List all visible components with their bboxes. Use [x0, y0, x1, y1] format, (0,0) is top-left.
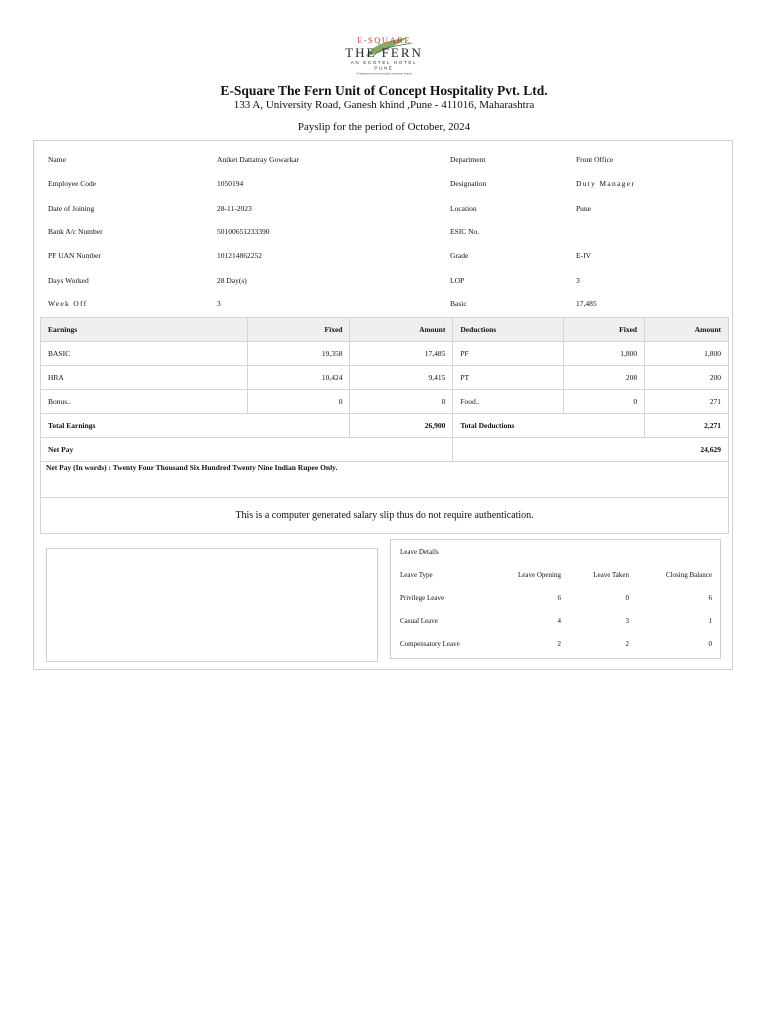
field-value: 3: [217, 299, 221, 308]
employee-row: [0, 299, 768, 313]
leave-opening: 6: [557, 594, 561, 602]
deduction-fixed: 1,800: [564, 342, 645, 366]
svg-text:PUNE: PUNE: [374, 65, 394, 71]
authentication-note: This is a computer generated salary slip thus do not require authentication.: [40, 498, 729, 534]
svg-text:A leading environmentally sens: A leading environmentally sensitive brand: [356, 71, 412, 76]
field-label: Designation: [450, 179, 487, 188]
leave-opening-header: Leave Opening: [518, 571, 561, 579]
table-header-row: [41, 318, 729, 342]
earning-amount: 0: [350, 390, 453, 414]
field-value: E-IV: [576, 251, 591, 260]
leave-title-row: [391, 548, 720, 560]
field-label: Grade: [450, 251, 469, 260]
earning-fixed: 0: [247, 390, 350, 414]
earning-name: HRA: [41, 366, 248, 390]
table-row: [41, 342, 729, 366]
deduction-name: Food..: [453, 390, 564, 414]
employee-row: [0, 276, 768, 290]
net-pay-value: 24,629: [453, 438, 729, 462]
employee-row: [0, 227, 768, 241]
leave-row: [391, 640, 720, 652]
leave-header-row: [391, 571, 720, 583]
deduction-amount: 271: [645, 390, 729, 414]
field-label: LOP: [450, 276, 465, 285]
field-label: Department: [450, 155, 486, 164]
company-name: E-Square The Fern Unit of Concept Hospitality Pvt. Ltd.: [220, 83, 548, 98]
net-pay-row: [41, 438, 729, 462]
table-row: [41, 390, 729, 414]
amount-header: Amount: [350, 318, 453, 342]
field-value: Front Office: [576, 155, 614, 164]
svg-text:AN ECOTEL HOTEL: AN ECOTEL HOTEL: [350, 60, 418, 65]
field-label: Employee Code: [48, 179, 97, 188]
total-earnings-value: 26,900: [350, 414, 453, 438]
leave-row: [391, 594, 720, 606]
employee-row: [0, 179, 768, 193]
total-earnings-label: Total Earnings: [41, 414, 350, 438]
totals-row: [41, 414, 729, 438]
earning-amount: 17,485: [350, 342, 453, 366]
earning-name: Bonus..: [41, 390, 248, 414]
earning-fixed: 10,424: [247, 366, 350, 390]
earning-amount: 9,415: [350, 366, 453, 390]
fixed-header: Fixed: [247, 318, 350, 342]
leave-taken: 0: [625, 594, 629, 602]
total-deductions-label: Total Deductions: [453, 414, 645, 438]
field-value: 101214862252: [217, 251, 262, 260]
field-label: Name: [48, 155, 66, 164]
amount-header: Amount: [645, 318, 729, 342]
deduction-amount: 1,800: [645, 342, 729, 366]
field-value: 3: [576, 276, 580, 285]
field-label: Location: [450, 204, 477, 213]
leave-taken: 3: [625, 617, 629, 625]
earning-name: BASIC: [41, 342, 248, 366]
employee-row: [0, 204, 768, 218]
leave-opening: 4: [557, 617, 561, 625]
deduction-fixed: 0: [564, 390, 645, 414]
deduction-fixed: 208: [564, 366, 645, 390]
leave-type: Compensatory Leave: [400, 640, 460, 648]
field-value: 28 Day(s): [217, 276, 247, 285]
field-value: 17,485: [576, 299, 597, 308]
field-label: Week Off: [48, 299, 88, 308]
field-label: Date of Joining: [48, 204, 95, 213]
leave-type: Privilege Leave: [400, 594, 445, 602]
leave-type-header: Leave Type: [400, 571, 433, 579]
field-value: 50100651233390: [217, 227, 270, 236]
earnings-header: Earnings: [41, 318, 248, 342]
field-value: 1050194: [217, 179, 244, 188]
leave-type: Casual Leave: [400, 617, 438, 625]
field-value: Aniket Dattatray Gowarkar: [217, 155, 300, 164]
field-value: Duty Manager: [576, 179, 636, 188]
field-label: PF UAN Number: [48, 251, 101, 260]
payslip-period: Payslip for the period of October, 2024: [297, 121, 471, 133]
fixed-header: Fixed: [564, 318, 645, 342]
blank-panel: [46, 548, 378, 662]
company-address: 133 A, University Road, Ganesh khind ,Pune - 411016, Maharashtra: [233, 99, 535, 111]
company-logo: [304, 34, 464, 76]
leave-details-panel: [390, 539, 721, 659]
deduction-amount: 200: [645, 366, 729, 390]
field-value: Pune: [576, 204, 591, 213]
svg-text:THE FERN: THE FERN: [345, 45, 423, 60]
leave-opening: 2: [557, 640, 561, 648]
deduction-name: PF: [453, 342, 564, 366]
field-label: ESIC No.: [450, 227, 480, 236]
deductions-header: Deductions: [453, 318, 564, 342]
svg-text:E-SQUARE: E-SQUARE: [356, 35, 412, 45]
leave-taken: 2: [625, 640, 629, 648]
table-row: [41, 366, 729, 390]
field-label: Bank A/c Number: [48, 227, 103, 236]
leave-row: [391, 617, 720, 629]
closing-balance: 6: [708, 594, 712, 602]
earning-fixed: 19,358: [247, 342, 350, 366]
employee-row: [0, 251, 768, 265]
field-label: Days Worked: [48, 276, 89, 285]
total-deductions-value: 2,271: [645, 414, 729, 438]
leave-details-title: Leave Details: [400, 548, 439, 556]
leave-taken-header: Leave Taken: [593, 571, 629, 579]
closing-balance: 1: [708, 617, 712, 625]
field-value: 28-11-2023: [217, 204, 252, 213]
closing-balance: 0: [708, 640, 712, 648]
employee-row: [0, 155, 768, 169]
salary-table: [40, 317, 729, 462]
field-label: Basic: [450, 299, 467, 308]
deduction-name: PT: [453, 366, 564, 390]
net-pay-in-words: Net Pay (In words) : Twenty Four Thousand Six Hundred Twenty Nine Indian Rupee Only.: [40, 460, 729, 498]
closing-balance-header: Closing Balance: [665, 571, 712, 579]
net-pay-label: Net Pay: [41, 438, 453, 462]
